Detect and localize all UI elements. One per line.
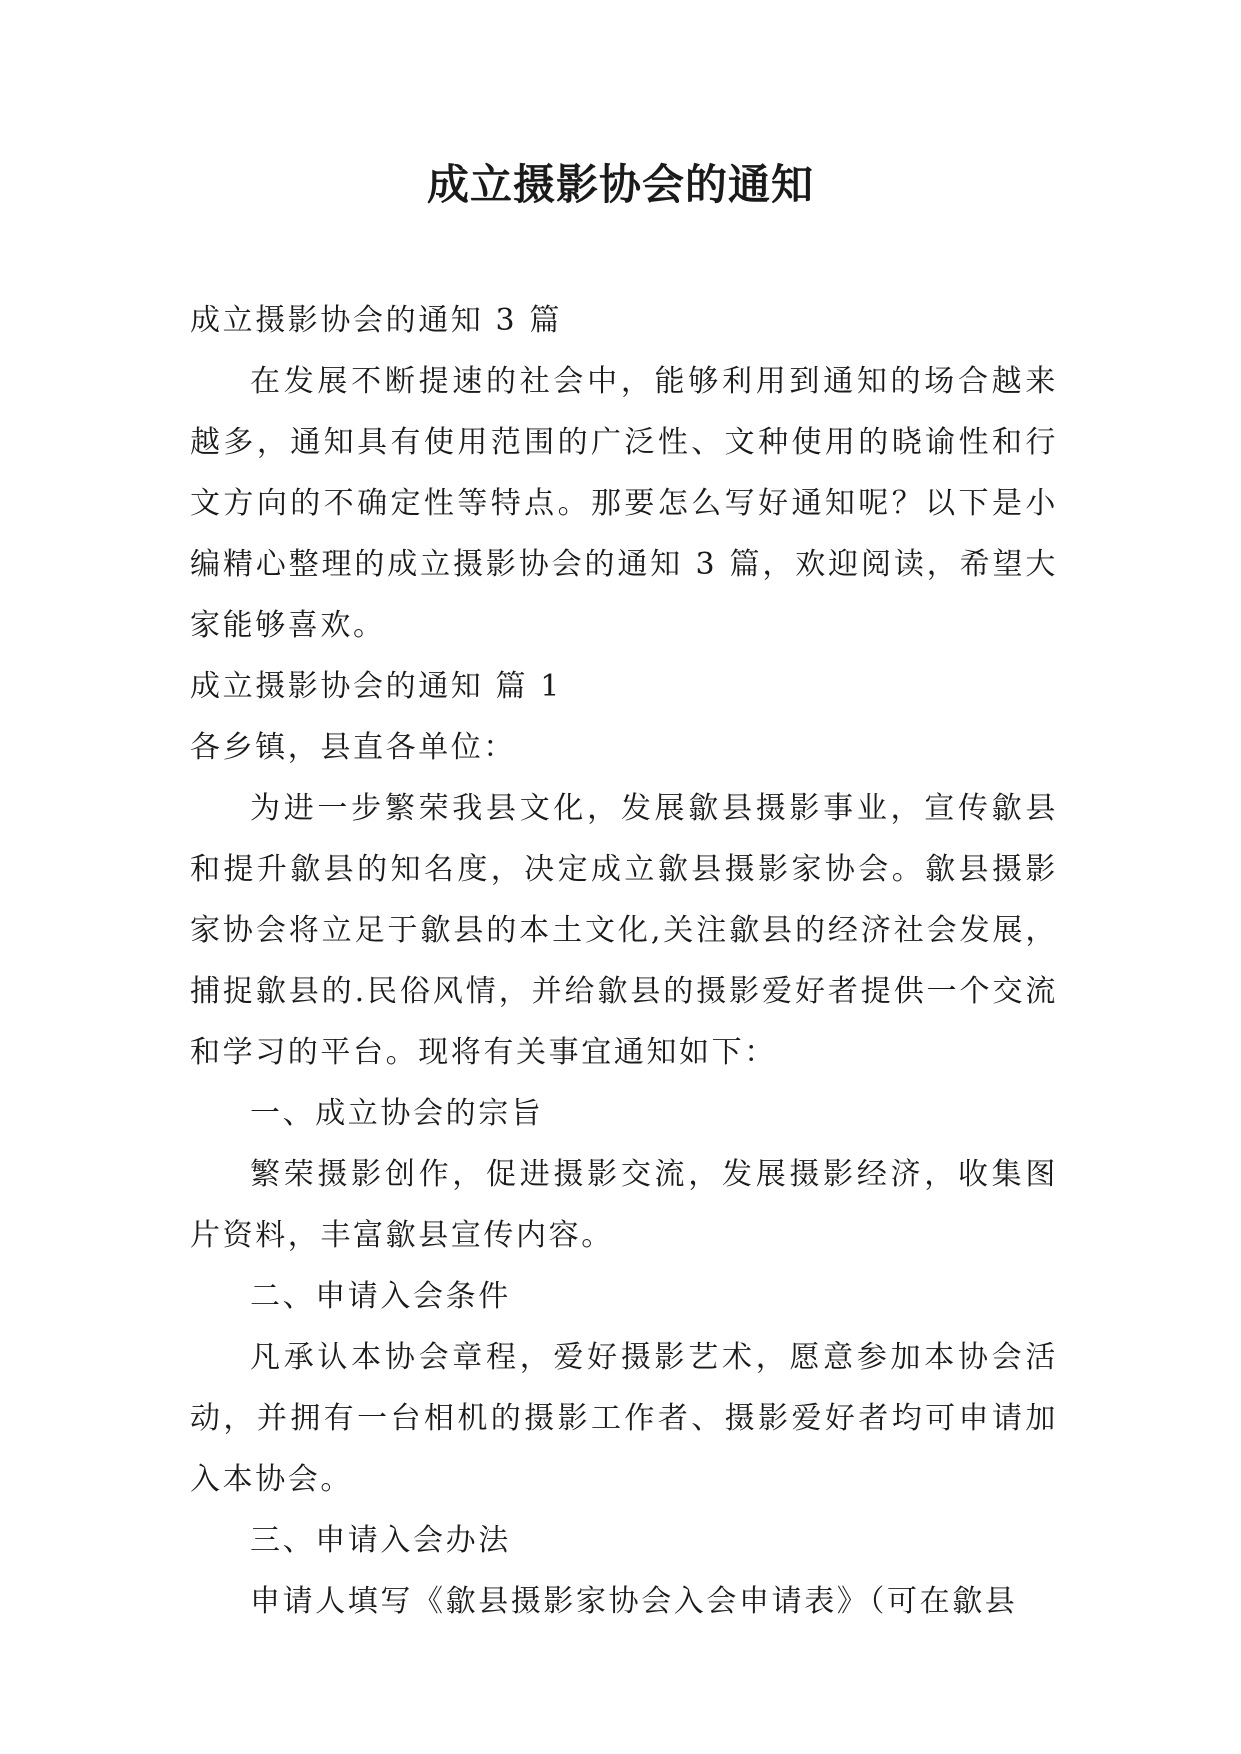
document-title: 成立摄影协会的通知 xyxy=(426,160,814,209)
section-heading: 成立摄影协会的通知 篇 1 xyxy=(190,669,562,704)
salutation: 各乡镇，县直各单位： xyxy=(190,730,516,765)
document-subtitle: 成立摄影协会的通知 3 篇 xyxy=(190,303,562,338)
intro-paragraph: 在发展不断提速的社会中，能够利用到通知的场合越来越多，通知具有使用范围的广泛性、文种使用的晓谕性和行文方向的不确定性等特点。那要怎么写好通知呢？以下是小编精心整理的成立摄影协会的通知 3 篇，欢迎阅读，希望大家能够喜欢。 xyxy=(190,364,1058,643)
item1-heading: 一、成立协会的宗旨 xyxy=(250,1096,544,1131)
item3-text: 申请人填写《歙县摄影家协会入会申请表》（可在歙县 xyxy=(250,1584,1018,1619)
item3-heading: 三、申请入会办法 xyxy=(250,1523,511,1558)
document-body xyxy=(190,290,1058,1632)
item2-text: 凡承认本协会章程，爱好摄影艺术，愿意参加本协会活动，并拥有一台相机的摄影工作者、摄影爱好者均可申请加入本协会。 xyxy=(190,1340,1058,1497)
item2-heading: 二、申请入会条件 xyxy=(250,1279,511,1314)
item1-text: 繁荣摄影创作，促进摄影交流，发展摄影经济，收集图片资料，丰富歙县宣传内容。 xyxy=(190,1157,1058,1253)
main-paragraph: 为进一步繁荣我县文化，发展歙县摄影事业，宣传歙县和提升歙县的知名度，决定成立歙县摄影家协会。歙县摄影家协会将立足于歙县的本土文化,关注歙县的经济社会发展，捕捉歙县的.民俗风情，并给歙县的摄影爱好者提供一个交流和学习的平台。现将有关事宜通知如下： xyxy=(190,791,1058,1070)
